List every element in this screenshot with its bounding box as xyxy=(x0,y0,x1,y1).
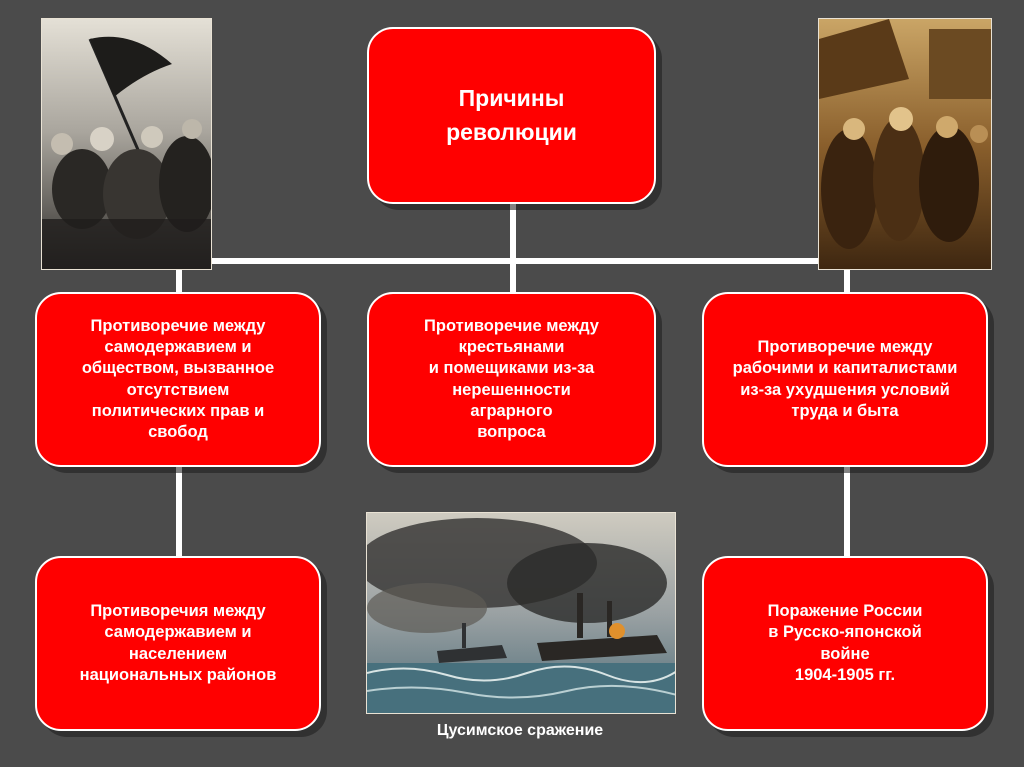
cause-box-national-regions xyxy=(35,556,321,731)
peasants-gathering-photo xyxy=(818,18,992,270)
title-text: Причины революции xyxy=(446,85,577,145)
cause-text: Поражение России в Русско-японской войне 1904-1905 гг. xyxy=(767,602,923,684)
revolution-crowd-photo xyxy=(41,18,212,270)
cause-box-workers-capitalists xyxy=(702,292,988,467)
cause-box-russo-japanese-war xyxy=(702,556,988,731)
title-box xyxy=(367,27,656,204)
connector-horizontal xyxy=(176,258,850,264)
cause-text: Противоречия между самодержавием и населением национальных районов xyxy=(79,602,277,684)
connector-left-lower xyxy=(176,466,182,558)
tsushima-caption: Цусимское сражение xyxy=(436,722,604,739)
connector-title-down xyxy=(510,204,516,294)
connector-right-lower xyxy=(844,466,850,558)
tsushima-battle-painting xyxy=(366,512,676,714)
cause-box-autocracy-society xyxy=(35,292,321,467)
cause-text: Противоречие между рабочими и капиталистами из-за ухудшения условий труда и быта xyxy=(732,338,958,420)
cause-box-peasants-landlords xyxy=(367,292,656,467)
cause-text: Противоречие между крестьянами и помещиками из-за нерешенности аграрного вопроса xyxy=(424,317,599,441)
cause-text: Противоречие между самодержавием и обществом, вызванное отсутствием политических прав и свобод xyxy=(81,317,275,441)
